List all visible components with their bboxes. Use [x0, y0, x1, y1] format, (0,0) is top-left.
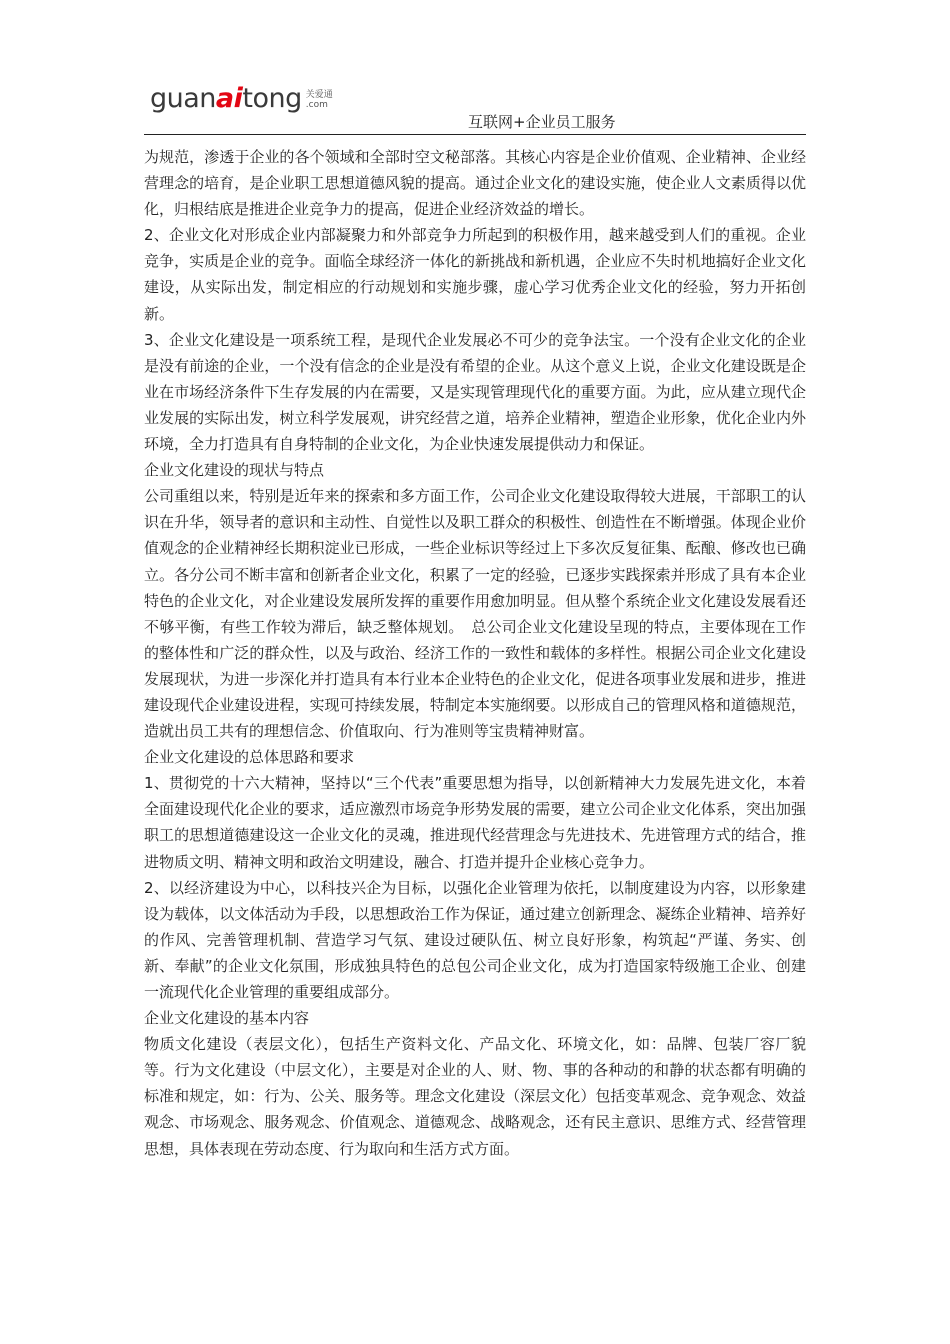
logo-subtext	[306, 90, 333, 110]
logo-prefix: guan	[150, 83, 216, 114]
header-divider	[144, 134, 806, 135]
logo-wordmark	[150, 84, 302, 114]
paragraph: 物质文化建设（表层文化），包括生产资料文化、产品文化、环境文化，如：品牌、包装厂容厂貌等。行为文化建设（中层文化），主要是对企业的人、财、物、事的各种动的和静的状态都有明确的标准和规定，如：行为、公关、服务等。理念文化建设（深层文化）包括变革观念、竞争观念、效益观念、市场观念、服务观念、价值观念、道德观念、战略观念，还有民主意识、思维方式、经营管理思想，具体表现在劳动态度、行为取向和生活方式方面。	[144, 1035, 806, 1158]
logo-suffix: tong	[242, 83, 302, 114]
document-body	[144, 144, 806, 1162]
section-heading: 企业文化建设的现状与特点	[144, 461, 325, 480]
section-heading: 企业文化建设的总体思路和要求	[144, 748, 355, 767]
paragraph: 2、企业文化对形成企业内部凝聚力和外部竞争力所起到的积极作用，越来越受到人们的重视。企业竞争，实质是企业的竞争。面临全球经济一体化的新挑战和新机遇，企业应不失时机地搞好企业文化建设，从实际出发，制定相应的行动规划和实施步骤，虚心学习优秀企业文化的经验，努力开拓创新。	[144, 226, 806, 323]
header-title: 互联网+企业员工服务	[468, 113, 616, 131]
paragraph: 2、以经济建设为中心，以科技兴企为目标，以强化企业管理为依托，以制度建设为内容，以形象建设为载体，以文体活动为手段，以思想政治工作为保证，通过建立创新理念、凝练企业精神、培养好的作风、完善管理机制、营造学习气氛、建设过硬队伍、树立良好形象，构筑起“严谨、务实、创新、奉献”的企业文化氛围，形成独具特色的总包公司企业文化，成为打造国家特级施工企业、创建一流现代化企业管理的重要组成部分。	[144, 878, 806, 1001]
logo-domain: .com	[305, 100, 328, 110]
section-heading: 企业文化建设的基本内容	[144, 1009, 310, 1028]
guanaitong-logo	[150, 82, 333, 114]
logo-ai-mark: ai	[215, 83, 243, 114]
paragraph: 1、贯彻党的十六大精神，坚持以“三个代表”重要思想为指导，以创新精神大力发展先进文化，本着全面建设现代化企业的要求，适应激烈市场竞争形势发展的需要，建立公司企业文化体系，突出加强职工的思想道德建设这一企业文化的灵魂，推进现代经营理念与先进技术、先进管理方式的结合，推进物质文明、精神文明和政治文明建设，融合、打造并提升企业核心竞争力。	[144, 774, 806, 871]
paragraph: 3、企业文化建设是一项系统工程，是现代企业发展必不可少的竞争法宝。一个没有企业文化的企业是没有前途的企业，一个没有信念的企业是没有希望的企业。从这个意义上说，企业文化建设既是企业在市场经济条件下生存发展的内在需要，又是实现管理现代化的重要方面。为此，应从建立现代企业发展的实际出发，树立科学发展观，讲究经营之道，培养企业精神，塑造企业形象，优化企业内外环境，全力打造具有自身特制的企业文化，为企业快速发展提供动力和保证。	[144, 330, 806, 454]
logo-chinese-name: 关爱通	[305, 90, 333, 100]
paragraph: 公司重组以来，特别是近年来的探索和多方面工作，公司企业文化建设取得较大进展，干部职工的认识在升华，领导者的意识和主动性、自觉性以及职工群众的积极性、创造性在不断增强。体现企业价值观念的企业精神经长期积淀业已形成，一些企业标识等经过上下多次反复征集、酝酿、修改也已确立。各分公司不断丰富和创新者企业文化，积累了一定的经验，已逐步实践探索并形成了具有本企业特色的企业文化，对企业建设发展所发挥的重要作用愈加明显。但从整个系统企业文化建设发展看还不够平衡，有些工作较为滞后，缺乏整体规划。 总公司企业文化建设呈现的特点，主要体现在工作的整体性和广泛的群众性，以及与政治、经济工作的一致性和载体的多样性。根据公司企业文化建设发展现状，为进一步深化并打造具有本行业本企业特色的企业文化，促进各项事业发展和进步，推进建设现代企业建设进程，实现可持续发展，特制定本实施纲要。以形成自己的管理风格和道德规范，造就出员工共有的理想信念、价值取向、行为准则等宝贵精神财富。	[144, 487, 806, 741]
paragraph: 为规范，渗透于企业的各个领域和全部时空文秘部落。其核心内容是企业价值观、企业精神、企业经营理念的培育，是企业职工思想道德风貌的提高。通过企业文化的建设实施，使企业人文素质得以优化，归根结底是推进企业竞争力的提高，促进企业经济效益的增长。	[144, 148, 806, 219]
